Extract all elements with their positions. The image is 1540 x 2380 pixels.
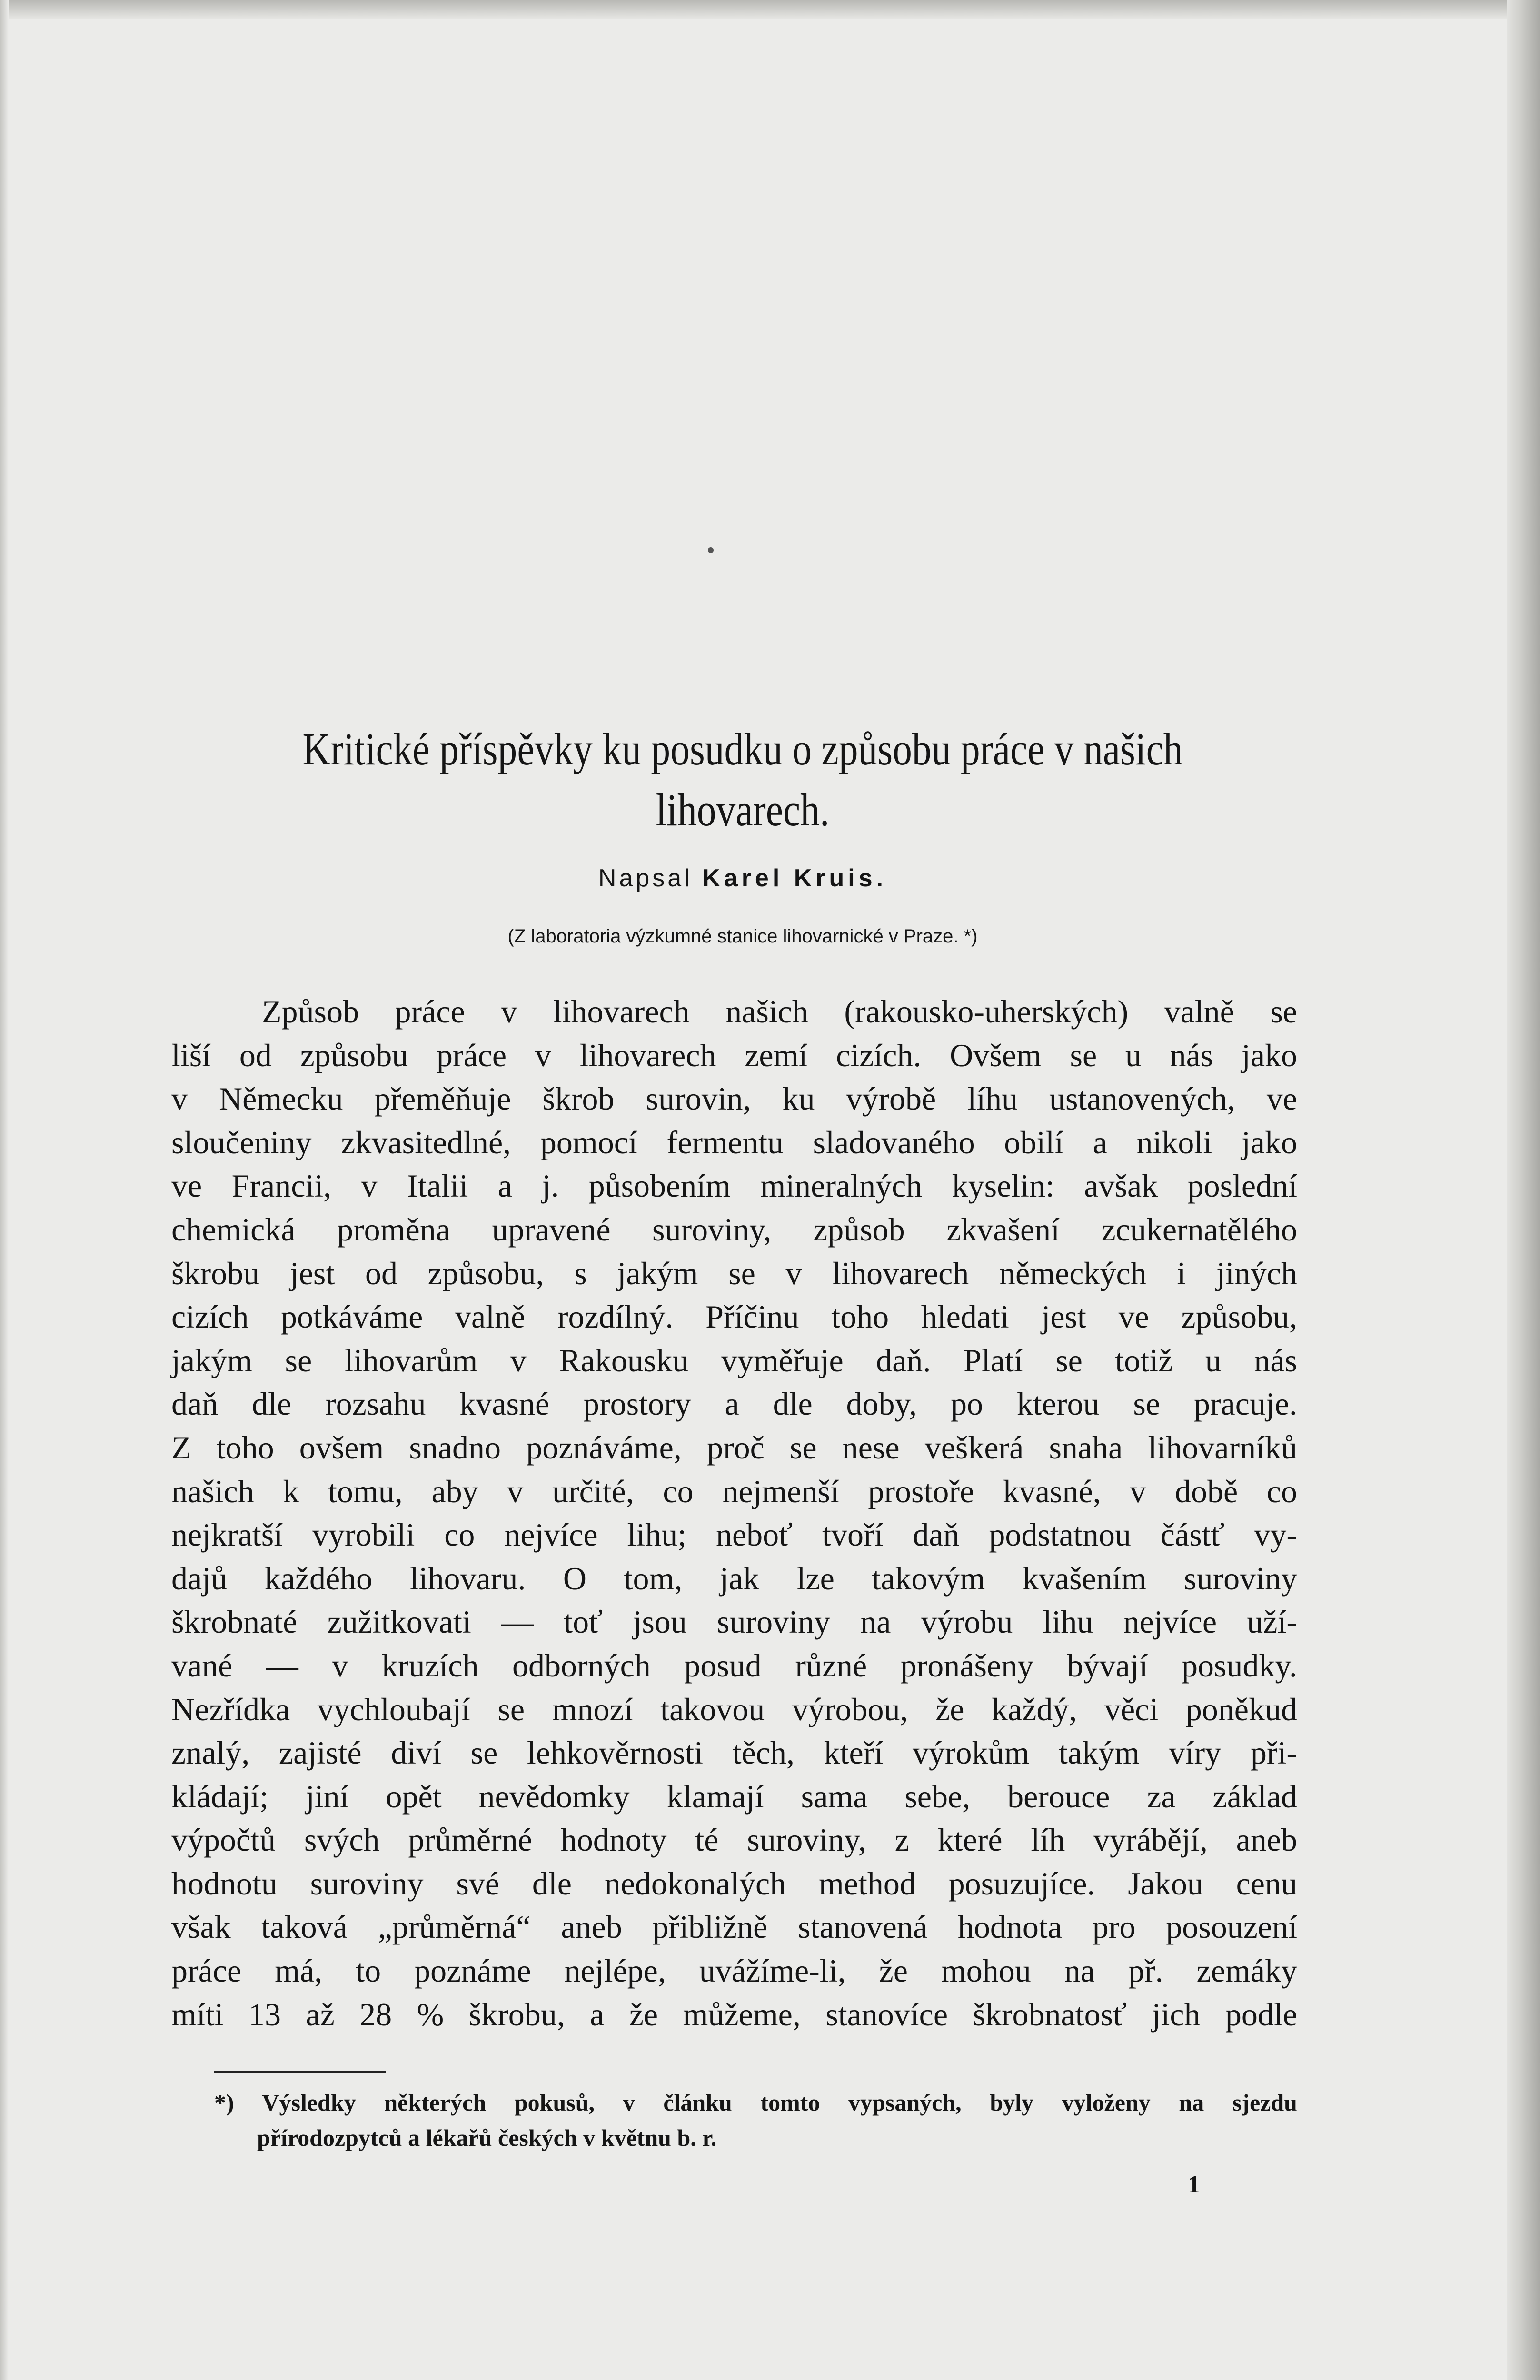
- body-line: vané — v kruzích odborných posud různé pronášeny bývají posudky.: [171, 1647, 1297, 1684]
- body-line: výpočtů svých průměrné hodnoty té suroviny, z které líh vyrábějí, aneb: [171, 1822, 1297, 1858]
- scan-binding-edge: [1507, 0, 1540, 2380]
- body-line: škrobu jest od způsobu, s jakým se v lihovarech německých i jiných: [171, 1255, 1297, 1291]
- footnote-line: *) Výsledky některých pokusů, v článku tomto vypsaných, byly vyloženy na sjezdu: [214, 2089, 1297, 2116]
- article-body: [171, 990, 1297, 2036]
- author-name: Karel Kruis.: [702, 864, 887, 892]
- body-line: sloučeniny zkvasitedlné, pomocí fermentu sladovaného obilí a nikoli jako: [171, 1124, 1297, 1160]
- body-line: nejkratší vyrobili co nejvíce lihu; neboť tvoří daň podstatnou částť vy-: [171, 1517, 1297, 1553]
- body-line: daň dle rozsahu kvasné prostory a dle doby, po kterou se pracuje.: [171, 1386, 1297, 1422]
- body-line: Z toho ovšem snadno poznáváme, proč se nese veškerá snaha lihovarníků: [171, 1429, 1297, 1466]
- body-line: našich k tomu, aby v určité, co nejmenší prostoře kvasné, v době co: [171, 1473, 1297, 1509]
- ink-speck: [708, 547, 714, 553]
- body-line: ve Francii, v Italii a j. působením mineralných kyselin: avšak poslední: [171, 1168, 1297, 1204]
- page-number: 1: [1188, 2171, 1200, 2198]
- footnote-line: přírodozpytců a lékařů českých v květnu b. r.: [257, 2124, 717, 2151]
- body-line: škrobnaté zužitkovati — toť jsou suroviny na výrobu lihu nejvíce uží-: [171, 1604, 1297, 1640]
- body-line: znalý, zajisté diví se lehkověrnosti těch, kteří výrokům takým víry při-: [171, 1735, 1297, 1771]
- body-line: Způsob práce v lihovarech našich (rakousko-uherských) valně se: [262, 993, 1297, 1030]
- article-title: Kritické příspěvky ku posudku o způsobu práce v našich lihovarech.: [302, 724, 1183, 835]
- scan-top-shadow: [0, 0, 1540, 19]
- body-line: jakým se lihovarům v Rakousku vyměřuje daň. Platí se totiž u nás: [171, 1342, 1297, 1378]
- body-line: hodnotu suroviny své dle nedokonalých method posuzujíce. Jakou cenu: [171, 1865, 1297, 1902]
- body-line: dajů každého lihovaru. O tom, jak lze takovým kvašením suroviny: [171, 1560, 1297, 1597]
- footnote: [214, 2085, 1297, 2155]
- body-line: chemická proměna upravené suroviny, způsob zkvašení zcukernatělého: [171, 1211, 1297, 1248]
- body-line: Nezřídka vychloubají se mnozí takovou výrobou, že každý, věci poněkud: [171, 1691, 1297, 1727]
- scan-left-shadow: [0, 0, 9, 2380]
- body-line: liší od způsobu práce v lihovarech zemí cizích. Ovšem se u nás jako: [171, 1037, 1297, 1073]
- body-line: cizích potkáváme valně rozdílný. Příčinu toho hledati jest ve způsobu,: [171, 1299, 1297, 1335]
- byline-prefix: Napsal: [598, 864, 693, 892]
- body-line: práce má, to poznáme nejlépe, uvážíme-li, že mohou na př. zemáky: [171, 1953, 1297, 1989]
- body-line: míti 13 až 28 % škrobu, a že můžeme, stanovíce škrobnatosť jich podle: [171, 1996, 1297, 2033]
- laboratory-note: (Z laboratoria výzkumné stanice lihovarnické v Praze. *): [507, 926, 978, 947]
- byline: [157, 864, 1328, 892]
- body-line: v Německu přeměňuje škrob surovin, ku výrobě líhu ustanovených, ve: [171, 1081, 1297, 1117]
- body-line: kládají; jiní opět nevědomky klamají sama sebe, berouce za základ: [171, 1778, 1297, 1815]
- body-line: však taková „průměrná“ aneb přibližně stanovená hodnota pro posouzení: [171, 1909, 1297, 1945]
- footnote-divider: [214, 2071, 386, 2073]
